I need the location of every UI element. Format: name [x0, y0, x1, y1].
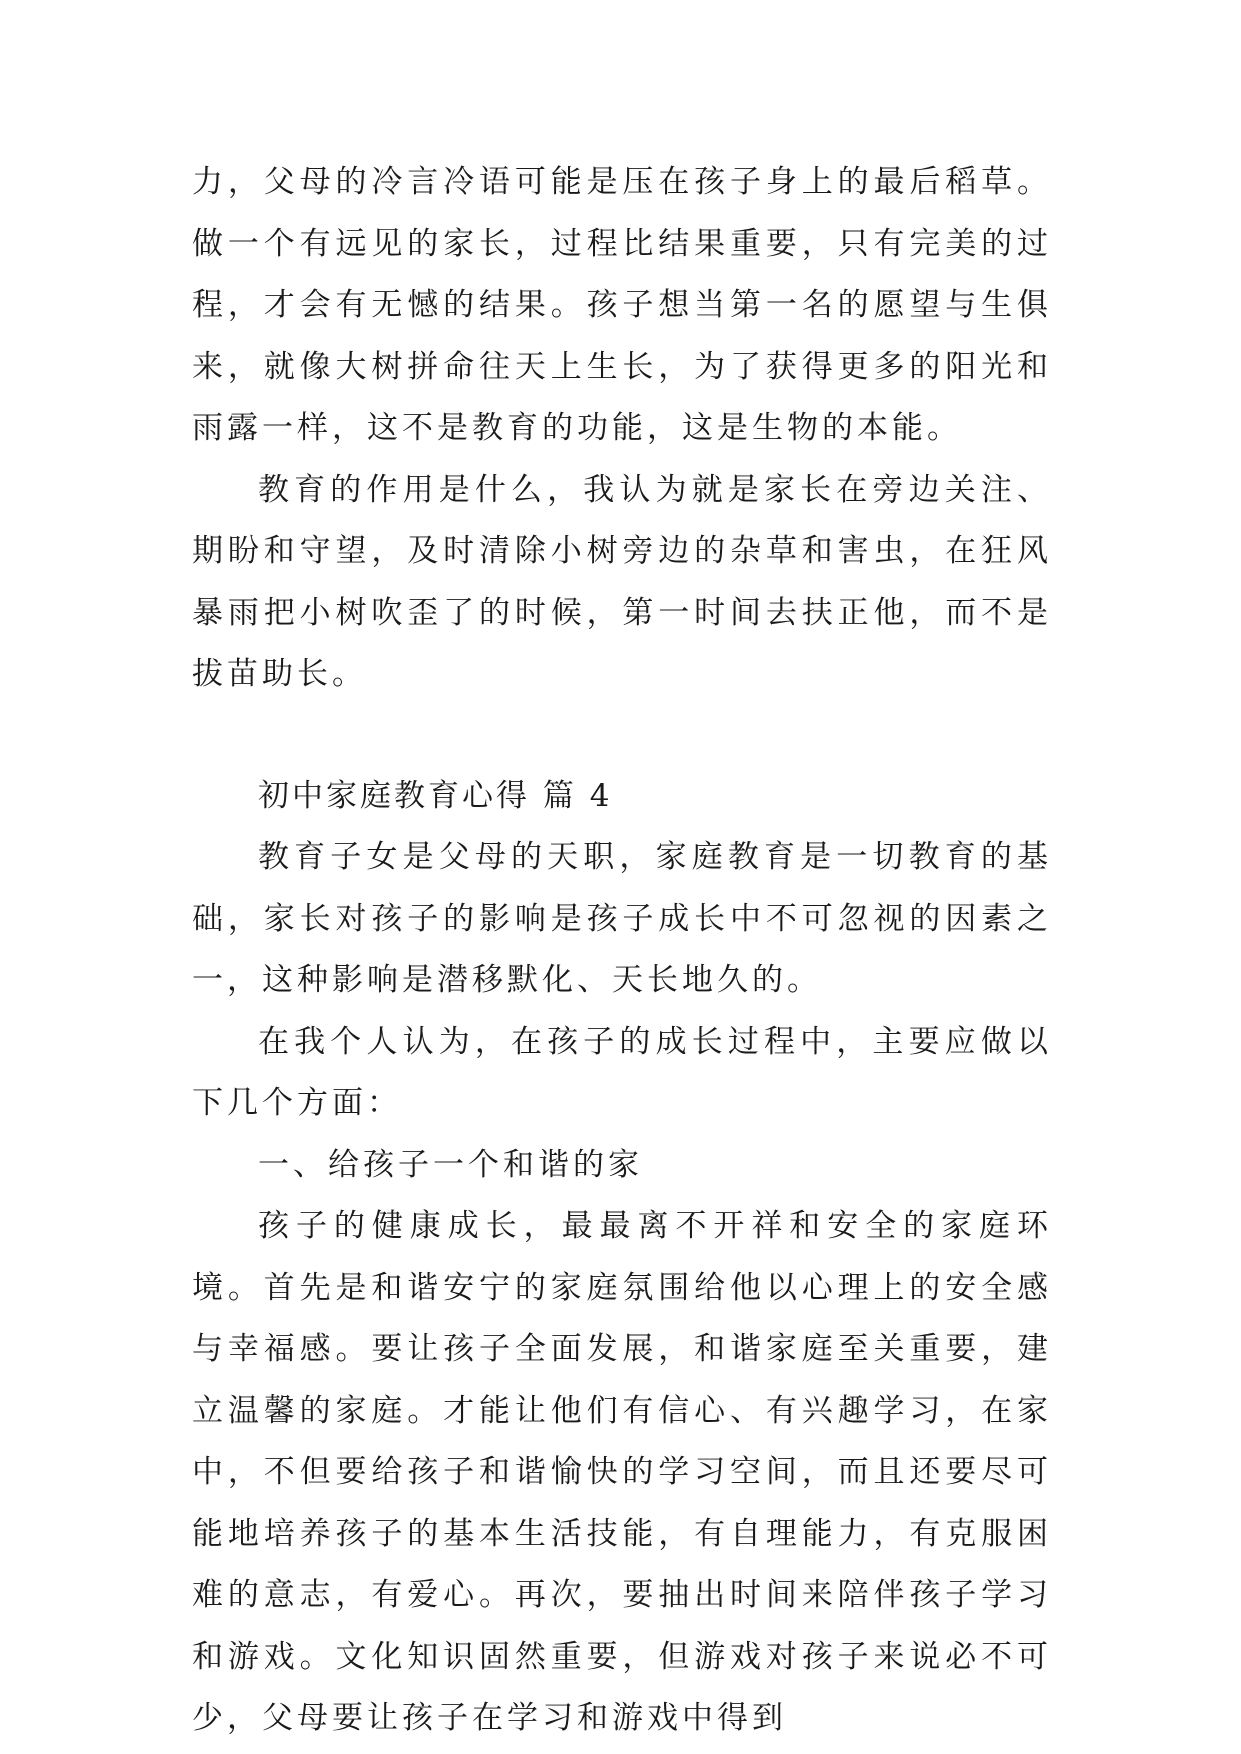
paragraph-continued: 力，父母的冷言冷语可能是压在孩子身上的最后稻草。做一个有远见的家长，过程比结果重要，只有完美的过程，才会有无憾的结果。孩子想当第一名的愿望与生俱来，就像大树拼命往天上生长，为了获得更多的阳光和雨露一样，这不是教育的功能，这是生物的本能。 — [192, 164, 1052, 446]
paragraph: 在我个人认为，在孩子的成长过程中，主要应做以下几个方面： — [192, 1023, 1052, 1121]
subheading: 一、给孩子一个和谐的家 — [258, 1146, 643, 1183]
paragraph: 教育子女是父母的天职，家庭教育是一切教育的基础，家长对孩子的影响是孩子成长中不可忽视的因素之一，这种影响是潜移默化、天长地久的。 — [192, 839, 1052, 998]
paragraph: 教育的作用是什么，我认为就是家长在旁边关注、期盼和守望，及时清除小树旁边的杂草和害虫，在狂风暴雨把小树吹歪了的时候，第一时间去扶正他，而不是拔苗助长。 — [192, 471, 1052, 692]
section-spacer — [192, 706, 1052, 766]
paragraph: 孩子的健康成长，最最离不开祥和安全的家庭环境。首先是和谐安宁的家庭氛围给他以心理上的安全感与幸福感。要让孩子全面发展，和谐家庭至关重要，建立温馨的家庭。才能让他们有信心、有兴趣学习，在家中，不但要给孩子和谐愉快的学习空间，而且还要尽可能地培养孩子的基本生活技能，有自理能力，有克服困难的意志，有爱心。再次，要抽出时间来陪伴孩子学习和游戏。文化知识固然重要，但游戏对孩子来说必不可少，父母要让孩子在学习和游戏中得到 — [192, 1208, 1052, 1736]
document-body — [192, 152, 1052, 1750]
section-title: 初中家庭教育心得 篇 4 — [258, 777, 613, 814]
